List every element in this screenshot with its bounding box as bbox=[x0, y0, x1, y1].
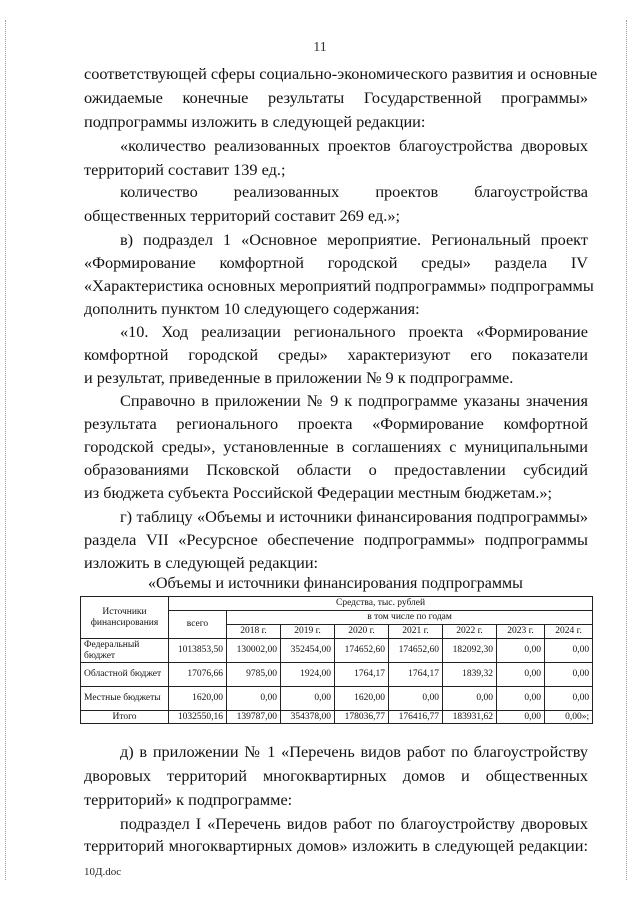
text-line: подраздел I «Перечень видов работ по благоустройству дворовых bbox=[120, 814, 588, 833]
header-year: 2019 г. bbox=[281, 625, 335, 639]
text-line: в) подраздел 1 «Основное мероприятие. Региональный проект bbox=[120, 230, 588, 249]
text-line: «Формирование комфортной городской среды» раздела IV bbox=[84, 253, 588, 272]
header-year: 2024 г. bbox=[545, 625, 593, 639]
scan-right-edge bbox=[626, 20, 628, 880]
cell-value: 352454,00 bbox=[281, 639, 335, 663]
header-year: 2022 г. bbox=[443, 625, 497, 639]
text-line: количество реализованных проектов благоустройства bbox=[120, 182, 588, 201]
financing-table bbox=[80, 596, 593, 724]
cell-total: 17076,66 bbox=[169, 663, 227, 687]
table-title: «Объемы и источники финансирования подпрограммы bbox=[148, 575, 523, 592]
cell-value: 0,00 bbox=[545, 687, 593, 711]
text-line: территорий многоквартирных домов» изложить в следующей редакции: bbox=[84, 836, 588, 855]
cell-value: 0,00 bbox=[497, 639, 545, 663]
text-line: подпрограммы изложить в следующей редакции: bbox=[84, 112, 426, 131]
text-line: территорий» к подпрограмме: bbox=[84, 790, 293, 809]
cell-value: 0,00 bbox=[497, 663, 545, 687]
text-line: комфортной городской среды» характеризуют его показатели bbox=[84, 345, 588, 364]
cell-value: 174652,60 bbox=[335, 639, 389, 663]
cell-value: 0,00 bbox=[497, 711, 545, 724]
cell-value: 139787,00 bbox=[227, 711, 281, 724]
cell-value: 178036,77 bbox=[335, 711, 389, 724]
text-line: д) в приложении № 1 «Перечень видов работ по благоустройству bbox=[120, 742, 588, 761]
cell-value: 1620,00 bbox=[335, 687, 389, 711]
header-year: 2020 г. bbox=[335, 625, 389, 639]
header-year: 2018 г. bbox=[227, 625, 281, 639]
header-source: Источники финансирования bbox=[81, 597, 169, 639]
page-number: 11 bbox=[313, 40, 327, 55]
text-line: городской среды», установленные в соглашениях с муниципальными bbox=[84, 437, 588, 456]
cell-value: 183931,62 bbox=[443, 711, 497, 724]
table-row-total bbox=[81, 711, 593, 724]
cell-total: 1013853,50 bbox=[169, 639, 227, 663]
cell-value: 0,00 bbox=[545, 663, 593, 687]
text-line: из бюджета субъекта Российской Федерации местным бюджетам.»; bbox=[84, 483, 553, 502]
cell-value: 0,00 bbox=[545, 639, 593, 663]
text-line: ожидаемые конечные результаты Государственной программы» bbox=[84, 88, 588, 107]
cell-value: 1924,00 bbox=[281, 663, 335, 687]
text-line: Справочно в приложении № 9 к подпрограмме указаны значения bbox=[120, 391, 588, 410]
row-label: Итого bbox=[81, 711, 169, 724]
text-line: «Характеристика основных мероприятий подпрограммы» подпрограммы bbox=[84, 276, 594, 295]
file-name-footer: 10Д.doc bbox=[84, 866, 122, 878]
cell-value: 0,00 bbox=[497, 687, 545, 711]
cell-total: 1032550,16 bbox=[169, 711, 227, 724]
text-line: «количество реализованных проектов благоустройства дворовых bbox=[120, 136, 588, 155]
row-label: Областной бюджет bbox=[81, 663, 169, 687]
header-by-years: в том числе по годам bbox=[227, 611, 593, 625]
cell-value: 0,00 bbox=[443, 687, 497, 711]
text-line: образованиями Псковской области о предоставлении субсидий bbox=[84, 460, 588, 479]
cell-value: 182092,30 bbox=[443, 639, 497, 663]
cell-value: 9785,00 bbox=[227, 663, 281, 687]
header-year: 2021 г. bbox=[389, 625, 443, 639]
cell-value: 0,00 bbox=[281, 687, 335, 711]
text-line: общественных территорий составит 269 ед.»; bbox=[84, 206, 400, 225]
text-line: изложить в следующей редакции: bbox=[84, 553, 319, 572]
text-line: результата регионального проекта «Формирование комфортной bbox=[84, 414, 588, 433]
cell-value: 0,00»; bbox=[545, 711, 593, 724]
cell-value: 174652,60 bbox=[389, 639, 443, 663]
cell-value: 354378,00 bbox=[281, 711, 335, 724]
cell-value: 176416,77 bbox=[389, 711, 443, 724]
table-row bbox=[81, 687, 593, 711]
cell-value: 1764,17 bbox=[335, 663, 389, 687]
cell-total: 1620,00 bbox=[169, 687, 227, 711]
cell-value: 0,00 bbox=[389, 687, 443, 711]
table-row bbox=[81, 639, 593, 663]
text-line: и результат, приведенные в приложении № 9 к подпрограмме. bbox=[84, 368, 514, 387]
text-line: г) таблицу «Объемы и источники финансирования подпрограммы» bbox=[120, 507, 588, 526]
header-year: 2023 г. bbox=[497, 625, 545, 639]
text-line: соответствующей сферы социально-экономического развития и основные bbox=[84, 64, 598, 83]
text-line: дворовых территорий многоквартирных домов и общественных bbox=[84, 766, 588, 785]
text-line: дополнить пунктом 10 следующего содержания: bbox=[84, 299, 420, 318]
text-line: «10. Ход реализации регионального проекта «Формирование bbox=[120, 322, 588, 341]
row-label: Федеральный бюджет bbox=[81, 639, 169, 663]
table-row bbox=[81, 663, 593, 687]
cell-value: 0,00 bbox=[227, 687, 281, 711]
cell-value: 1764,17 bbox=[389, 663, 443, 687]
row-label: Местные бюджеты bbox=[81, 687, 169, 711]
header-total: всего bbox=[169, 611, 227, 639]
text-line: раздела VII «Ресурсное обеспечение подпрограммы» подпрограммы bbox=[84, 530, 588, 549]
scan-left-edge bbox=[5, 20, 7, 880]
cell-value: 130002,00 bbox=[227, 639, 281, 663]
cell-value: 1839,32 bbox=[443, 663, 497, 687]
text-line: территорий составит 139 ед.; bbox=[84, 160, 286, 179]
header-funds: Средства, тыс. рублей bbox=[169, 597, 593, 611]
